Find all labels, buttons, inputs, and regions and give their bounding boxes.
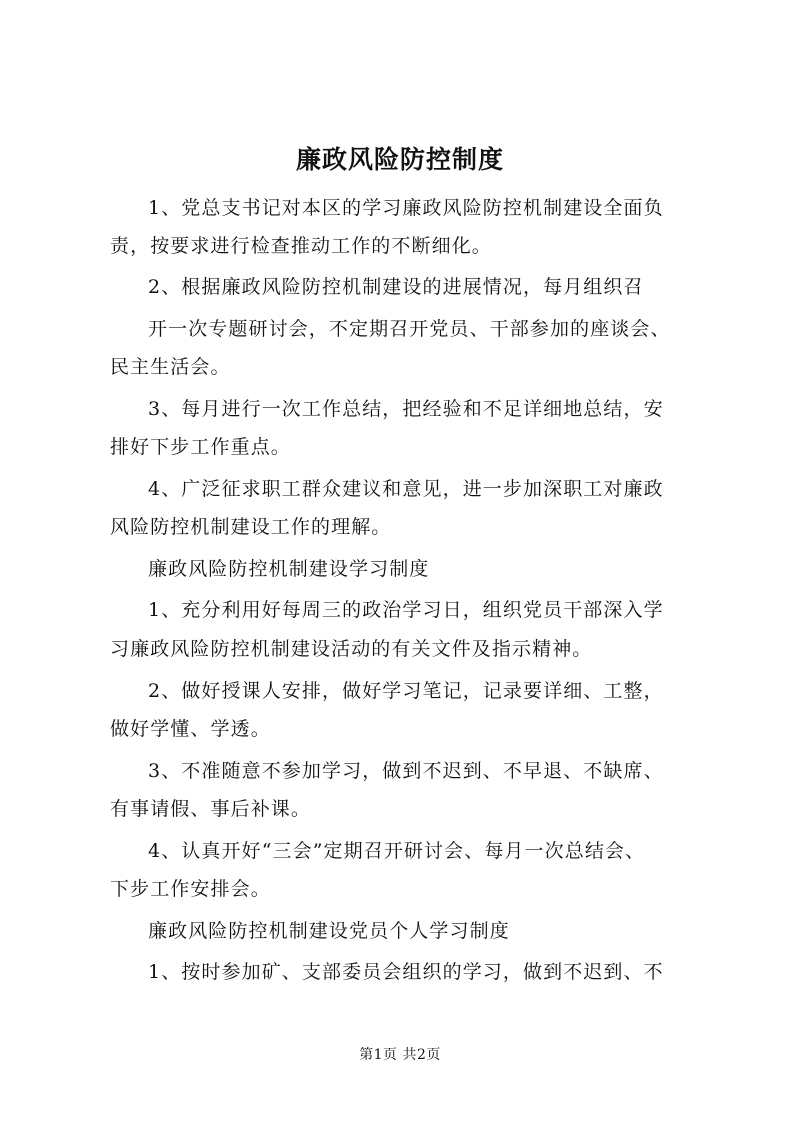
section-heading: 廉政风险防控机制建设学习制度	[148, 558, 430, 580]
text-line: 下步工作安排会。	[110, 878, 271, 900]
text-line: 4、认真开好“三会”定期召开研讨会、每月一次总结会、	[148, 840, 646, 862]
text-line: 习廉政风险防控机制建设活动的有关文件及指示精神。	[110, 638, 593, 660]
section-heading: 廉政风险防控机制建设党员个人学习制度	[148, 920, 510, 942]
text-line: 有事请假、事后补课。	[110, 798, 312, 820]
text-line: 责，按要求进行检查推动工作的不断细化。	[110, 235, 492, 257]
page-number-footer: 第1页 共2页	[359, 1047, 441, 1063]
text-line: 3、每月进行一次工作总结，把经验和不足详细地总结，安	[148, 398, 664, 420]
text-line: 风险防控机制建设工作的理解。	[110, 516, 392, 538]
text-line: 民主生活会。	[110, 356, 231, 378]
text-line: 开一次专题研讨会，不定期召开党员、干部参加的座谈会、	[148, 318, 671, 340]
text-line: 1、充分利用好每周三的政治学习日，组织党员干部深入学	[148, 599, 664, 621]
document-title: 廉政风险防控制度	[295, 145, 504, 174]
text-line: 3、不准随意不参加学习，做到不迟到、不早退、不缺席、	[148, 760, 664, 782]
text-line: 2、根据廉政风险防控机制建设的进展情况，每月组织召	[148, 276, 644, 298]
text-line: 排好下步工作重点。	[110, 436, 291, 458]
text-line: 1、党总支书记对本区的学习廉政风险防控机制建设全面负	[148, 197, 664, 219]
text-line: 4、广泛征求职工群众建议和意见，进一步加深职工对廉政	[148, 478, 664, 500]
text-line: 做好学懂、学透。	[110, 718, 271, 740]
text-line: 1、按时参加矿、支部委员会组织的学习，做到不迟到、不	[148, 961, 664, 983]
text-line: 2、做好授课人安排，做好学习笔记，记录要详细、工整，	[148, 680, 664, 702]
